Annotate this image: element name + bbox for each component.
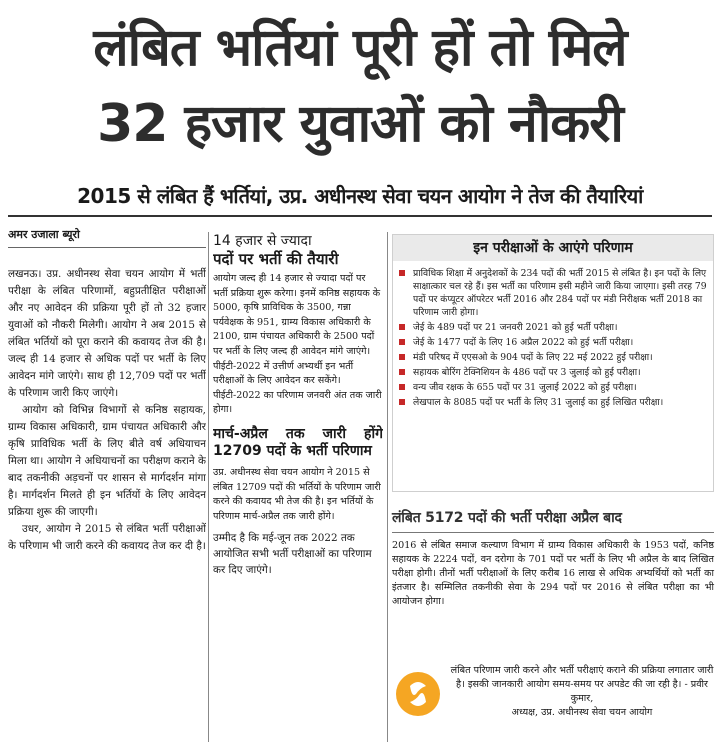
square-bullet-icon — [399, 270, 405, 276]
middle-column — [213, 232, 383, 742]
middle-body: उम्मीद है कि मई-जून तक 2022 तक आयोजित सभी भर्ती परीक्षाओं का परिणाम कर दिए जाएंगे। — [213, 532, 372, 577]
middle-subheading: मार्च-अप्रैल तक जारी होंगे 12709 पदों के भर्ती परिणाम — [213, 425, 383, 459]
subheadline: 2015 से लंबित हैं भर्तियां, उप्र. अधीनस्थ सेवा चयन आयोग ने तेज की तैयारियां — [8, 182, 712, 217]
quote-attribution: अध्यक्ष, उप्र. अधीनस्थ सेवा चयन आयोग — [511, 707, 653, 718]
middle-heading-line2: पदों पर भर्ती की तैयारी — [213, 250, 339, 268]
list-item-text: लेखपाल के 8085 पदों पर भर्ती के लिए 31 जुलाई का हुई लिखित परीक्षा। — [413, 397, 664, 408]
list-item — [399, 351, 707, 364]
square-bullet-icon — [399, 354, 405, 360]
list-item-text: प्राविधिक शिक्षा में अनुदेशकों के 234 पदों की भर्ती 2015 से लंबित है। इन पदों के लिए साक्षात्कार चल रहे हैं। इस भर्ती का परिणाम इसी महीने जारी किया जाएगा। इसी तरह 79 पदों पर कंप्यूटर ऑपरेटर भर्ती 2016 और 284 पदों पर मंडी निरीक्षक भर्ती 2018 का परिणाम जारी होगा। — [413, 268, 707, 318]
square-bullet-icon — [399, 369, 405, 375]
april-section-title: लंबित 5172 पदों की भर्ती परीक्षा अप्रैल बाद — [392, 508, 714, 533]
headline-line2: 32 हजार युवाओं को नौकरी — [97, 94, 623, 154]
headline-line1: लंबित भर्तियां पूरी हों तो मिले — [93, 18, 627, 78]
swirl-logo-graphic — [396, 672, 440, 716]
lead-paragraph: उधर, आयोग ने 2015 से लंबित भर्ती परीक्षाओं के परिणाम भी जारी करने की कवायद तेज कर दी है। — [8, 523, 206, 552]
lead-paragraph: लखनऊ। उप्र. अधीनस्थ सेवा चयन आयोग में भर्ती परीक्षा के लंबित परिणामों, बहुप्रतीक्षित परीक्षाओं और नए आवेदन की प्रक्रिया पूरी हों तो 32 हजार युवाओं को नौकरी मिलेगी। आयोग ने अब 2015 से लंबित भर्तियों को पूरा कराने की कवायद तेज की है। जल्द ही 14 हजार से अधिक पदों पर भर्ती के लिए आवेदन मांगे जाएंगे। साथ ही 12,709 पदों पर भर्ती के परिणाम जारी किए जाएंगे। — [8, 268, 206, 399]
quote-text: लंबित परिणाम जारी करने और भर्ती परीक्षाएं कराने की प्रक्रिया लगातार जारी है। इसकी जानकारी आयोग समय-समय पर अपडेट की जा रही है। - प्रवीर कुमार, — [450, 665, 714, 704]
swirl-logo-icon — [396, 672, 440, 716]
square-bullet-icon — [399, 324, 405, 330]
list-item — [399, 366, 707, 379]
april-section-body: 2016 से लंबित समाज कल्याण विभाग में ग्राम्य विकास अधिकारी के 1953 पदों, कनिष्ठ सहायक के 2224 पदों, वन दरोगा के 701 पदों पर भर्ती के लिए भी अप्रैल के बाद लिखित परीक्षा होगी। तीनों भर्ती परीक्षाओं के लिए करीब 16 लाख से अधिक अभ्यर्थियों को भर्ती का इंतजार है। सम्मिलित तकनीकी सेवा के 294 पदों पर 2016 से लंबित परीक्षा का भी आयोजन होगा। — [392, 540, 714, 607]
results-box — [392, 234, 714, 492]
list-item — [399, 267, 707, 319]
list-item-text: जेई के 1477 पदों के लिए 16 अप्रैल 2022 को हुई भर्ती परीक्षा। — [413, 337, 634, 348]
middle-body: आयोग जल्द ही 14 हजार से ज्यादा पदों पर भर्ती प्रक्रिया शुरू करेगा। इनमें कनिष्ठ सहायक के 5000, कृषि प्राविधिक के 3500, गन्ना पर्यवेक्षक के 951, ग्राम्य विकास अधिकारी के 2100, ग्राम पंचायत अधिकारी के 2500 पदों पर भर्ती के लिए जल्द ही आवेदन मांगे जाएंगे। पीईटी-2022 में उत्तीर्ण अभ्यर्थी इन भर्ती परीक्षाओं के लिए आवेदन कर सकेंगे। पीईटी-2022 का परिणाम जनवरी अंत तक जारी होगा। — [213, 273, 382, 416]
list-item — [399, 381, 707, 394]
square-bullet-icon — [399, 339, 405, 345]
results-box-title: इन परीक्षाओं के आएंगे परिणाम — [393, 235, 713, 261]
middle-heading — [213, 232, 383, 268]
results-list — [393, 261, 713, 409]
official-quote — [450, 664, 714, 720]
list-item-text: वन्य जीव रक्षक के 655 पदों पर 31 जुलाई 2022 को हुई परीक्षा। — [413, 382, 637, 393]
middle-heading-line1: 14 हजार से ज्यादा — [213, 233, 312, 249]
list-item-text: मंडी परिषद में एएसओ के 904 पदों के लिए 22 मई 2022 हुई परीक्षा। — [413, 352, 653, 363]
list-item — [399, 321, 707, 334]
list-item — [399, 336, 707, 349]
square-bullet-icon — [399, 399, 405, 405]
middle-body: उप्र. अधीनस्थ सेवा चयन आयोग ने 2015 से लंबित 12709 पदों की भर्तियों के परिणाम जारी करने की कवायद भी तेज की है। इन भर्तियों के परिणाम मार्च-अप्रैल तक जारी होंगे। — [213, 466, 381, 522]
column-divider — [208, 232, 209, 742]
lead-column — [8, 226, 206, 742]
square-bullet-icon — [399, 384, 405, 390]
byline: अमर उजाला ब्यूरो — [8, 226, 206, 248]
lead-paragraph: आयोग को विभिन्न विभागों से कनिष्ठ सहायक, ग्राम्य विकास अधिकारी, ग्राम पंचायत अधिकारी और कृषि प्राविधिक भर्ती के लिए बीते वर्ष अधियाचन मिला था। आयोग ने अधियाचनों का परीक्षण कराने के बाद तकनीकी अड़चनों पर शासन से मार्गदर्शन मांगा है। मार्गदर्शन मिलते ही इन भर्तियों के लिए आवेदन प्रक्रिया शुरू की जाएगी। — [8, 404, 206, 518]
list-item-text: सहायक बोरिंग टेक्निशियन के 486 पदों पर 3 जुलाई को हुई परीक्षा। — [413, 367, 641, 378]
list-item-text: जेई के 489 पदों पर 21 जनवरी 2021 को हुई भर्ती परीक्षा। — [413, 322, 618, 333]
column-divider — [387, 232, 388, 742]
list-item — [399, 396, 707, 409]
